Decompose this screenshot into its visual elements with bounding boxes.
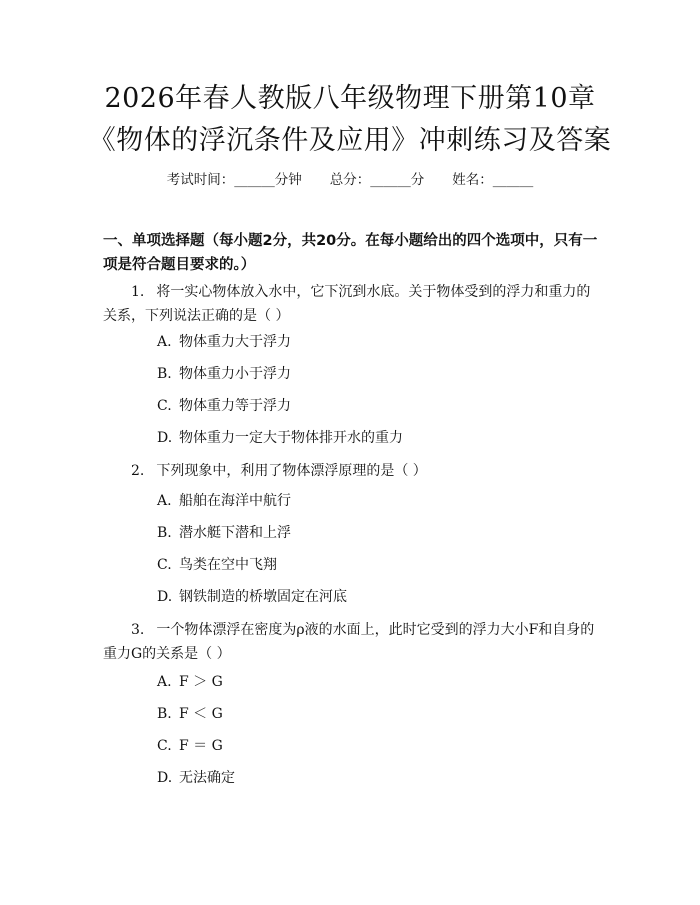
option-text: F ＞ G xyxy=(179,674,223,690)
option-text: 物体重力等于浮力 xyxy=(179,398,291,414)
option-letter: A. xyxy=(157,334,172,350)
question-1 xyxy=(103,280,603,328)
option-letter: D. xyxy=(157,589,173,605)
option-1b xyxy=(157,365,291,383)
option-3c xyxy=(157,737,223,755)
option-2a xyxy=(157,492,291,510)
option-text: F ＜ G xyxy=(179,706,223,722)
option-2d xyxy=(157,588,347,606)
option-text: 物体重力小于浮力 xyxy=(179,366,291,382)
option-text: 鸟类在空中飞翔 xyxy=(179,557,277,573)
option-text: 钢铁制造的桥墩固定在河底 xyxy=(179,589,347,605)
option-letter: C. xyxy=(157,557,172,573)
exam-time: 考试时间：______分钟 xyxy=(166,172,302,188)
exam-score: 总分：______分 xyxy=(329,172,425,188)
option-1d xyxy=(157,429,403,447)
question-3 xyxy=(103,618,603,666)
question-number: 2. xyxy=(131,463,145,479)
question-stem: 下列现象中，利用了物体漂浮原理的是（ ） xyxy=(156,463,427,479)
option-letter: C. xyxy=(157,398,172,414)
exam-name: 姓名：______ xyxy=(452,172,534,188)
option-2b xyxy=(157,524,291,542)
option-text: 船舶在海洋中航行 xyxy=(179,493,291,509)
option-text: 潜水艇下潜和上浮 xyxy=(179,525,291,541)
question-2 xyxy=(103,459,603,483)
section-heading: 一、单项选择题（每小题2分，共20分。在每小题给出的四个选项中，只有一项是符合题目要求的。） xyxy=(103,233,598,273)
option-letter: B. xyxy=(157,706,172,722)
option-text: 无法确定 xyxy=(179,770,235,786)
title-line-1: 2026年春人教版八年级物理下册第10章 xyxy=(104,83,596,114)
option-2c xyxy=(157,556,277,574)
option-1a xyxy=(157,333,291,351)
option-letter: A. xyxy=(157,493,172,509)
option-letter: D. xyxy=(157,430,173,446)
option-letter: C. xyxy=(157,738,172,754)
option-letter: B. xyxy=(157,525,172,541)
question-stem: 将一实心物体放入水中，它下沉到水底。关于物体受到的浮力和重力的关系，下列说法正确的是（ ） xyxy=(103,284,591,324)
question-stem: 一个物体漂浮在密度为ρ液的水面上，此时它受到的浮力大小F和自身的重力G的关系是（ ） xyxy=(103,622,595,662)
option-text: 物体重力一定大于物体排开水的重力 xyxy=(179,430,403,446)
option-3a xyxy=(157,673,223,691)
question-number: 1. xyxy=(131,284,145,300)
option-letter: B. xyxy=(157,366,172,382)
question-number: 3. xyxy=(131,622,145,638)
title-line-2: 《物体的浮沉条件及应用》冲刺练习及答案 xyxy=(88,125,612,156)
option-text: 物体重力大于浮力 xyxy=(179,334,291,350)
option-letter: A. xyxy=(157,674,172,690)
option-text: F ＝ G xyxy=(179,738,223,754)
option-1c xyxy=(157,397,291,415)
option-3b xyxy=(157,705,223,723)
option-letter: D. xyxy=(157,770,173,786)
exam-info xyxy=(0,171,700,189)
option-3d xyxy=(157,769,235,787)
